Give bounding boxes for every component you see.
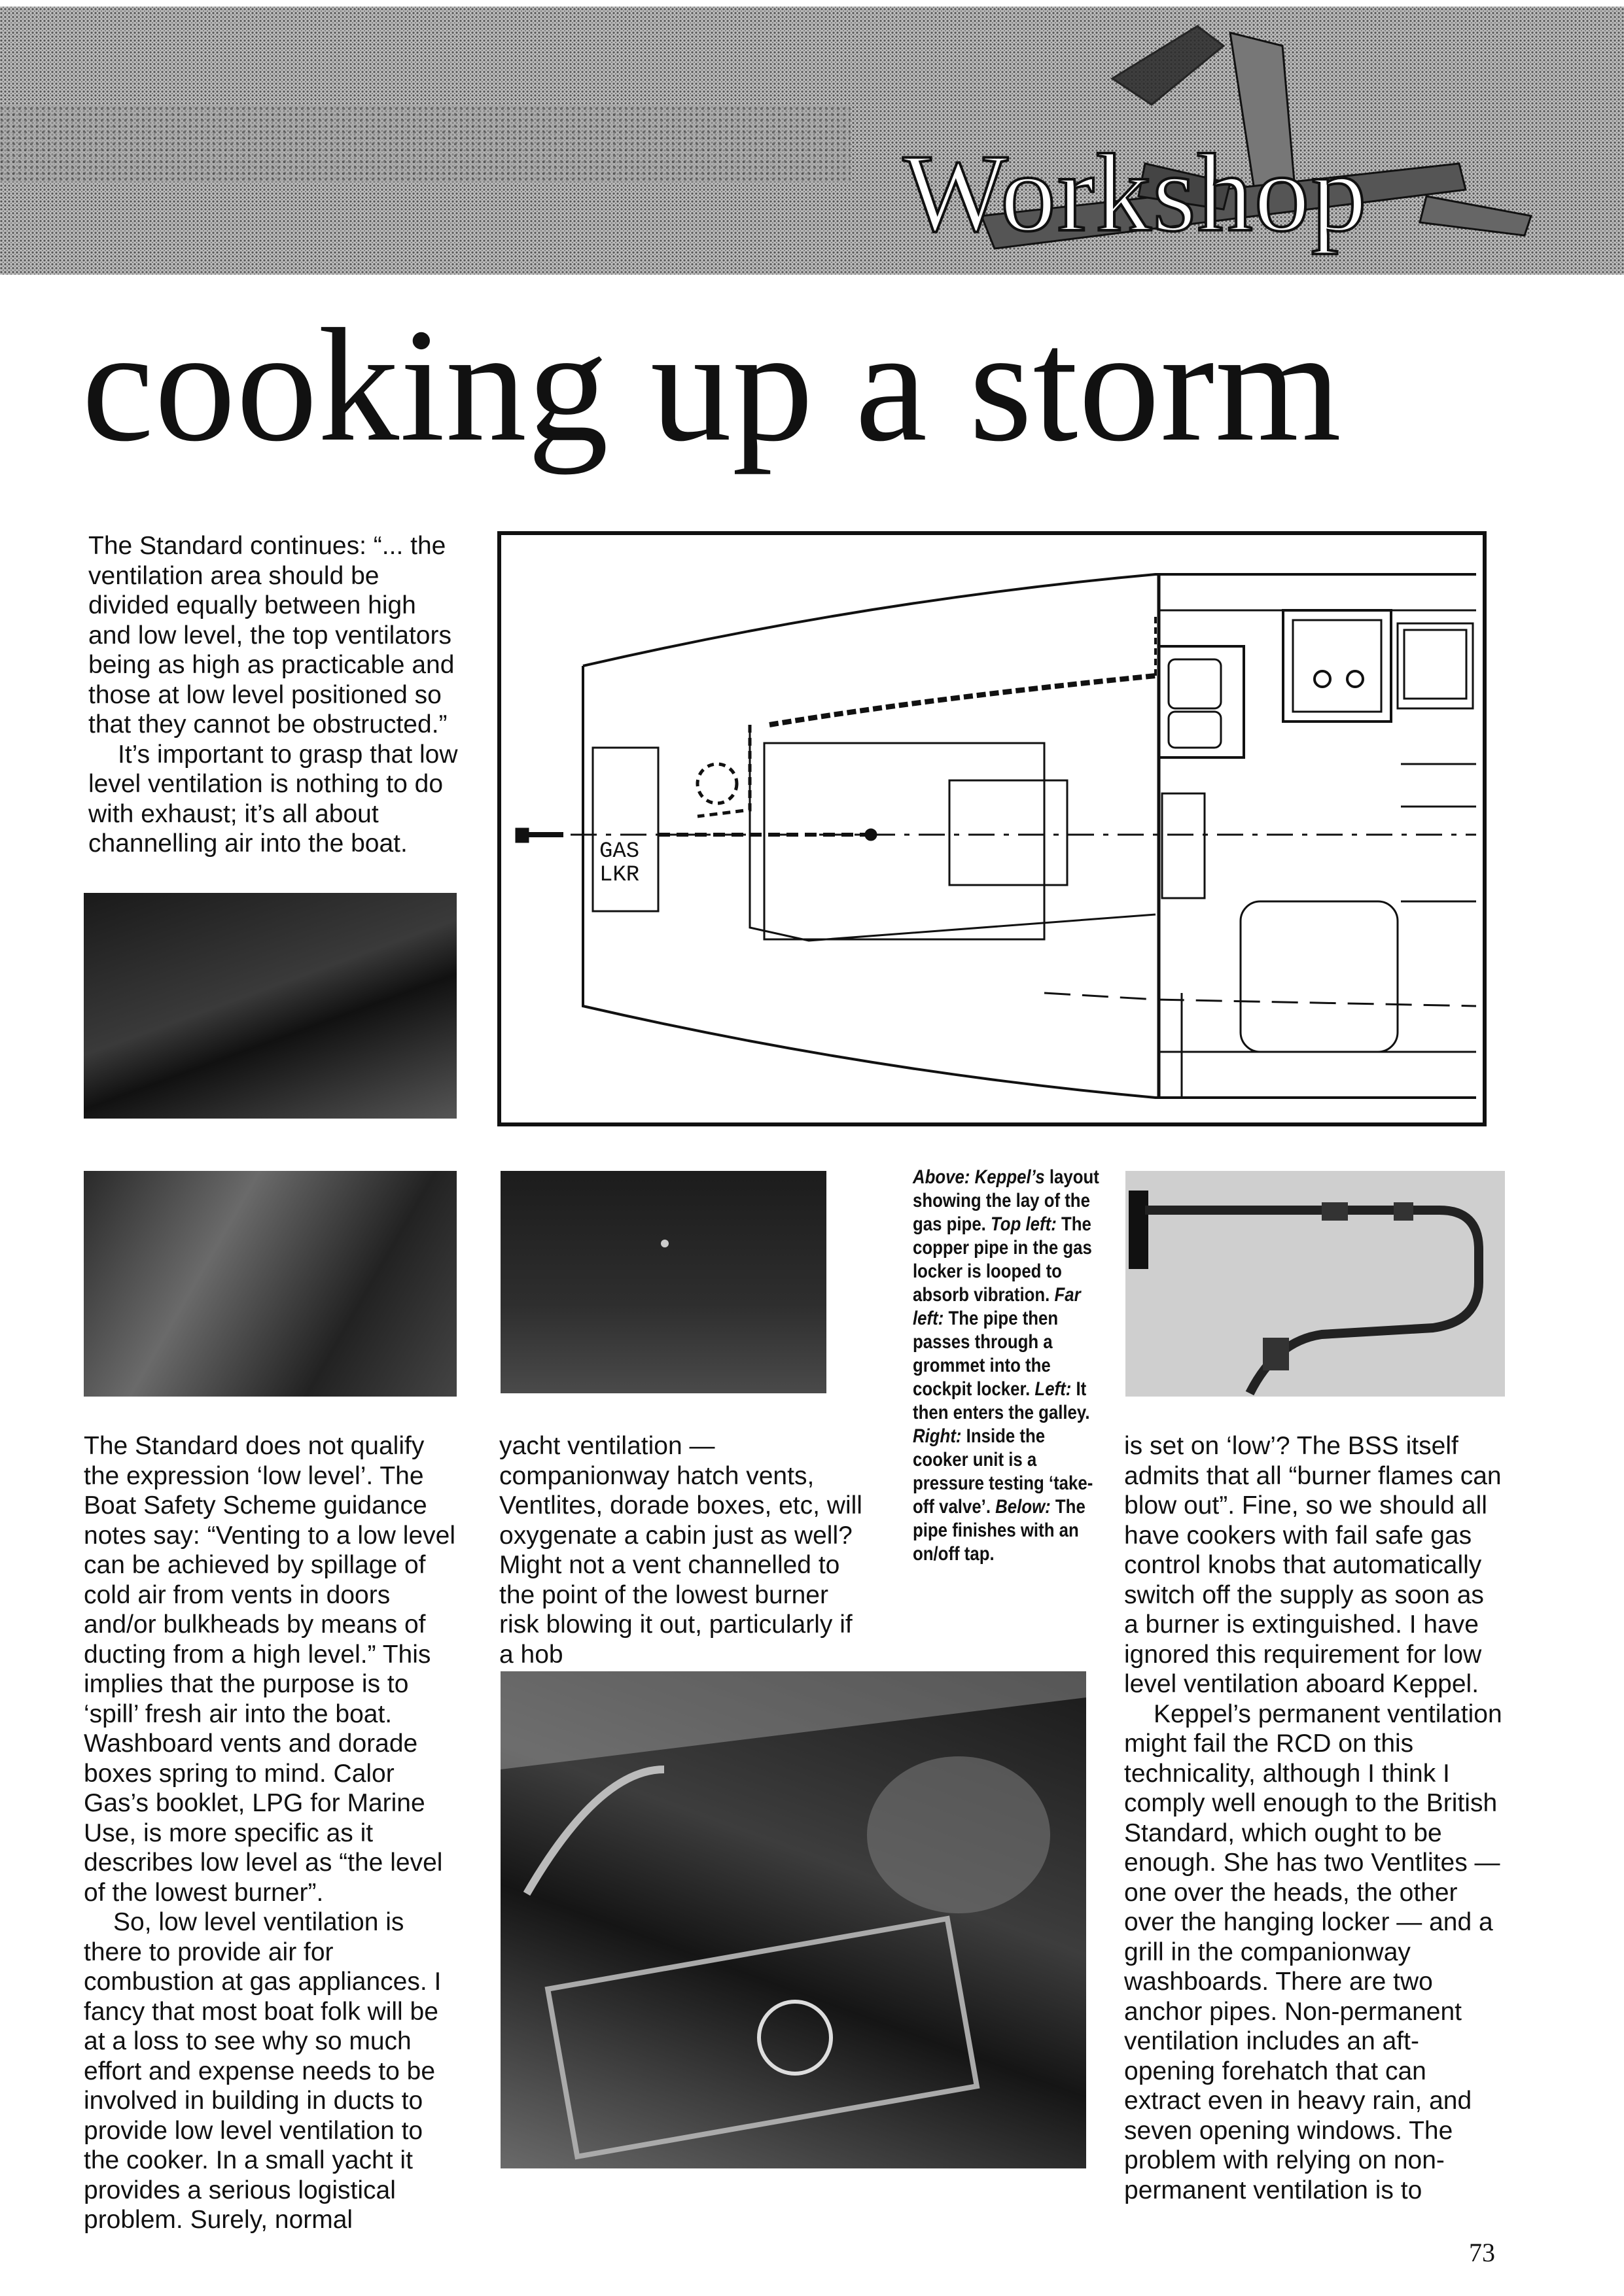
photo-gas-locker-pipe [84, 893, 457, 1119]
caption-text: The copper pipe in the gas locker is looped to absorb vibration. [913, 1213, 1092, 1306]
caption-text: Inside the cooker unit is a pressure testing ‘take-off valve’. [913, 1425, 1093, 1518]
paragraph: The Standard continues: “... the ventilation area should be divided equally between high and low level, the top ventilators being as high as practicable and those at low level positioned so that they cannot be obstructed.” [88, 532, 455, 739]
cooker-sketch [501, 1671, 1086, 2168]
locker-label-line1: GAS [599, 839, 640, 864]
photo-on-off-tap [501, 1671, 1086, 2168]
caption-key: Right: [913, 1425, 962, 1447]
caption-key: Top left: [991, 1213, 1057, 1235]
locker-label-line2: LKR [599, 863, 640, 888]
paragraph: The Standard does not qualify the expression ‘low level’. The Boat Safety Scheme guidance notes say: “Venting to a low level can be achieved by spillage of cold air from vents in doors and/or bulkheads by means of ducting from a high level.” This implies that the purpose is to ‘spill’ fresh air into the boat. Washboard vents and dorade boxes spring to mind. Calor Gas’s booklet, LPG for Marine Use, is more specific as it describes low level as “the level of the lowest burner”. [84, 1432, 455, 1907]
photo-caption [913, 1166, 1103, 1566]
gas-pipe [516, 614, 1156, 843]
header-banner [0, 0, 1624, 291]
caption-key: Left: [1034, 1378, 1072, 1400]
photo-take-off-valve [1125, 1171, 1505, 1397]
banner-texture [0, 0, 1624, 291]
photo-detail [661, 1240, 669, 1247]
paragraph: Keppel’s permanent ventilation might fail the RCD on this technicality, although I think I comply well enough to the British Standard, which ought to be enough. She has two Ventlites — one over the heads, the other over the hanging locker — and a grill in the companionway washboards. There are two anchor pipes. Non-permanent ventilation includes an aft-opening forehatch that can extract even in heavy rain, and seven opening windows. The problem with relying on non-permanent ventilation is to [1124, 1699, 1502, 2204]
valve-pipe-sketch [1125, 1171, 1505, 1397]
paragraph: It’s important to grasp that low level ventilation is nothing to do with exhaust; it’s all about channelling air into the boat. [88, 740, 458, 858]
column-3 [1124, 1431, 1505, 2205]
caption-key: Far left: [913, 1284, 1081, 1329]
caption-text: The pipe then passes through a grommet into the cockpit locker. [913, 1308, 1059, 1400]
paragraph: is set on ‘low’? The BSS itself admits that all “burner flames can blow out”. Fine, so we should all have cookers with fail safe gas control knobs that automatically switch off the supply as soon as a burner is extinguished. I have ignored this requirement for low level ventilation aboard Keppel. [1124, 1432, 1502, 1698]
headline: cooking up a storm [82, 295, 1342, 475]
section-title: Workshop [903, 131, 1368, 254]
photo-cockpit-locker-grommet [84, 1171, 457, 1397]
caption-key: Below: [995, 1496, 1051, 1518]
caption-text: It then enters the galley. [913, 1378, 1090, 1423]
diagram-drawing [501, 535, 1483, 1122]
page-number: 73 [1469, 2238, 1495, 2267]
column-1 [84, 1431, 458, 2235]
intro-text [88, 531, 458, 859]
boat-layout-diagram [497, 531, 1487, 1126]
paragraph: So, low level ventilation is there to provide air for combustion at gas appliances. I fancy that most boat folk will be at a loss to see why so much effort and expense needs to be involved in building in ducts to provide low level ventilation to the cooker. In a small yacht it provides a serious logistical problem. Surely, normal [84, 1908, 442, 2234]
caption-key: Above: Keppel’s [913, 1166, 1045, 1188]
column-2 [499, 1431, 872, 1669]
paragraph: yacht ventilation — companionway hatch vents, Ventlites, dorade boxes, etc, will oxygenate a cabin just as well? Might not a vent channelled to the point of the lowest burner risk blowing it out, particularly if a hob [499, 1432, 862, 1669]
caption-text: The pipe finishes with an on/off tap. [913, 1496, 1086, 1565]
caption-text: layout showing the lay of the gas pipe. [913, 1166, 1099, 1235]
photo-galley-entry [501, 1171, 826, 1393]
